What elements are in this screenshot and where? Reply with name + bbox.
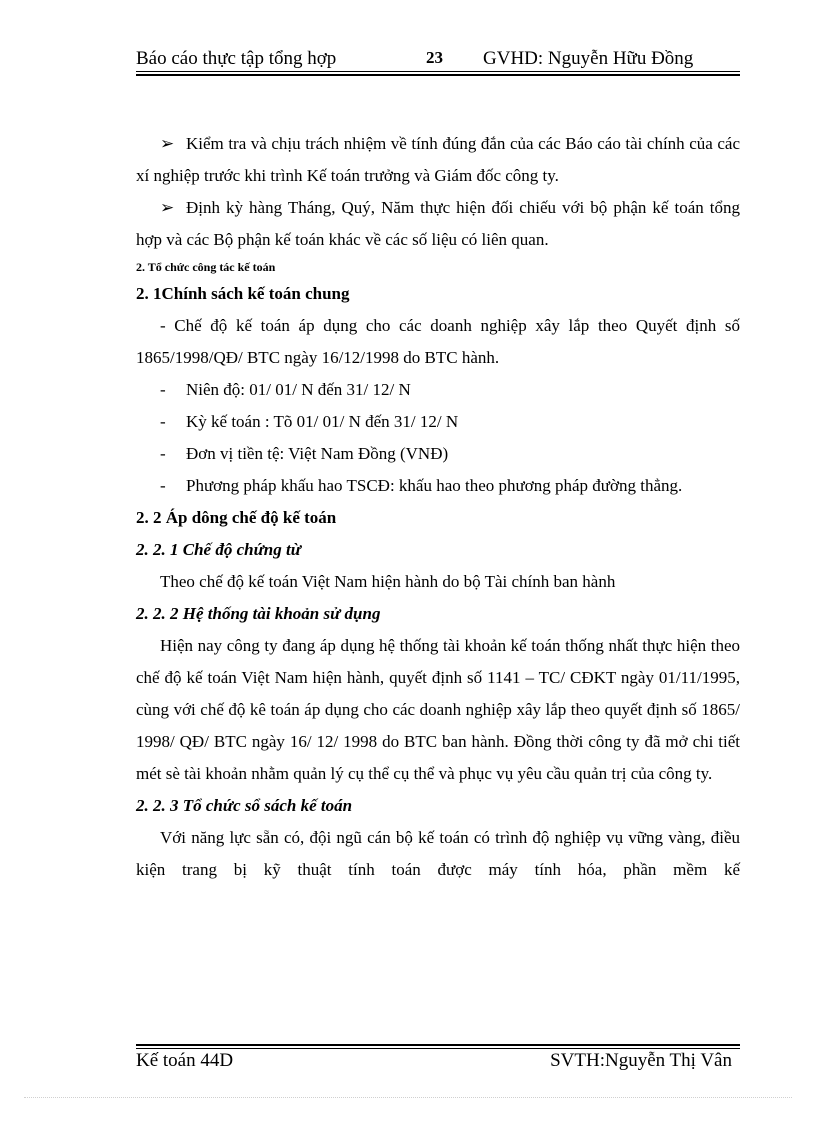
header-page-number: 23 (426, 48, 443, 67)
paragraph: - Chế độ kế toán áp dụng cho các doanh nghiệp xây lắp theo Quyết định số 1865/1998/QĐ/ BTC ngày 16/12/1998 do BTC hành. (136, 316, 740, 367)
bullet-paragraph (136, 128, 740, 192)
page-footer (136, 1044, 740, 1084)
dash-bullet: - (160, 444, 166, 463)
bullet-paragraph (136, 192, 740, 256)
section-heading: 2. 2 Áp dông chế độ kế toán (136, 508, 337, 527)
subsection-heading: 2. 2. 1 Chế độ chứng từ (136, 540, 301, 559)
subsection-heading: 2. 2. 2 Hệ thống tài khoản sử dụng (136, 604, 381, 623)
dash-item (136, 470, 740, 502)
paragraph: Theo chế độ kế toán Việt Nam hiện hành do bộ Tài chính ban hành (160, 572, 616, 591)
dash-bullet: - (160, 412, 166, 431)
header-supervisor: GVHD: Nguyễn Hữu Đồng (483, 48, 694, 69)
dash-item (136, 374, 740, 406)
footer-rule-thick (136, 1044, 740, 1046)
dash-text: Đơn vị tiền tệ: Việt Nam Đồng (VNĐ) (186, 444, 449, 463)
page-bottom-dotted-line (24, 1097, 792, 1098)
bullet-text: Định kỳ hàng Tháng, Quý, Năm thực hiện đối chiếu với bộ phận kế toán tổng hợp và các Bộ phận kế toán khác về các số liệu có liên quan. (136, 198, 740, 249)
section-heading: 2. 1Chính sách kế toán chung (136, 284, 350, 303)
paragraph: Với năng lực sẵn có, đội ngũ cán bộ kế toán có trình độ nghiệp vụ vững vàng, điều kiện trang bị kỹ thuật tính toán được máy tính hóa, phần mềm kế (136, 828, 740, 879)
footer-rule-thin (136, 1048, 740, 1049)
dash-text: Kỳ kế toán : Tõ 01/ 01/ N đến 31/ 12/ N (186, 412, 459, 431)
section-heading: 2. Tổ chức công tác kế toán (136, 260, 276, 274)
dash-text: Niên độ: 01/ 01/ N đến 31/ 12/ N (186, 380, 411, 399)
header-rule-thick (136, 74, 740, 76)
header-rule-thin (136, 71, 740, 72)
dash-bullet: - (160, 380, 166, 399)
header-report-title: Báo cáo thực tập tổng hợp (136, 48, 337, 69)
paragraph: Hiện nay công ty đang áp dụng hệ thống tài khoản kế toán thống nhất thực hiện theo chế độ kế toán Việt Nam hiện hành, quyết định số 1141 – TC/ CĐKT ngày 01/11/1995, cùng với chế độ kê toán áp dụng cho các doanh nghiệp xây lắp theo quyết định số 1865/ 1998/ QĐ/ BTC ngày 16/ 12/ 1998 do BTC ban hành. Đồng thời công ty đã mở chi tiết mét sè tài khoản nhằm quản lý cụ thể cụ thể và phục vụ yêu cầu quản trị của công ty. (136, 636, 740, 783)
dash-item (136, 406, 740, 438)
arrow-bullet-icon: ➢ (160, 134, 175, 153)
page-header (136, 46, 740, 76)
bullet-text: Kiểm tra và chịu trách nhiệm về tính đúng đắn của các Báo cáo tài chính của các xí nghiệp trước khi trình Kế toán trưởng và Giám đốc công ty. (136, 134, 740, 185)
dash-text: Phương pháp khấu hao TSCĐ: khấu hao theo phương pháp đường thẳng. (186, 476, 683, 495)
subsection-heading: 2. 2. 3 Tổ chức sổ sách kế toán (136, 796, 353, 815)
footer-student: SVTH:Nguyễn Thị Vân (550, 1050, 732, 1071)
dash-bullet: - (160, 476, 166, 495)
footer-class: Kế toán 44D (136, 1050, 234, 1071)
arrow-bullet-icon: ➢ (160, 198, 175, 217)
dash-item (136, 438, 740, 470)
page-body (136, 128, 740, 886)
